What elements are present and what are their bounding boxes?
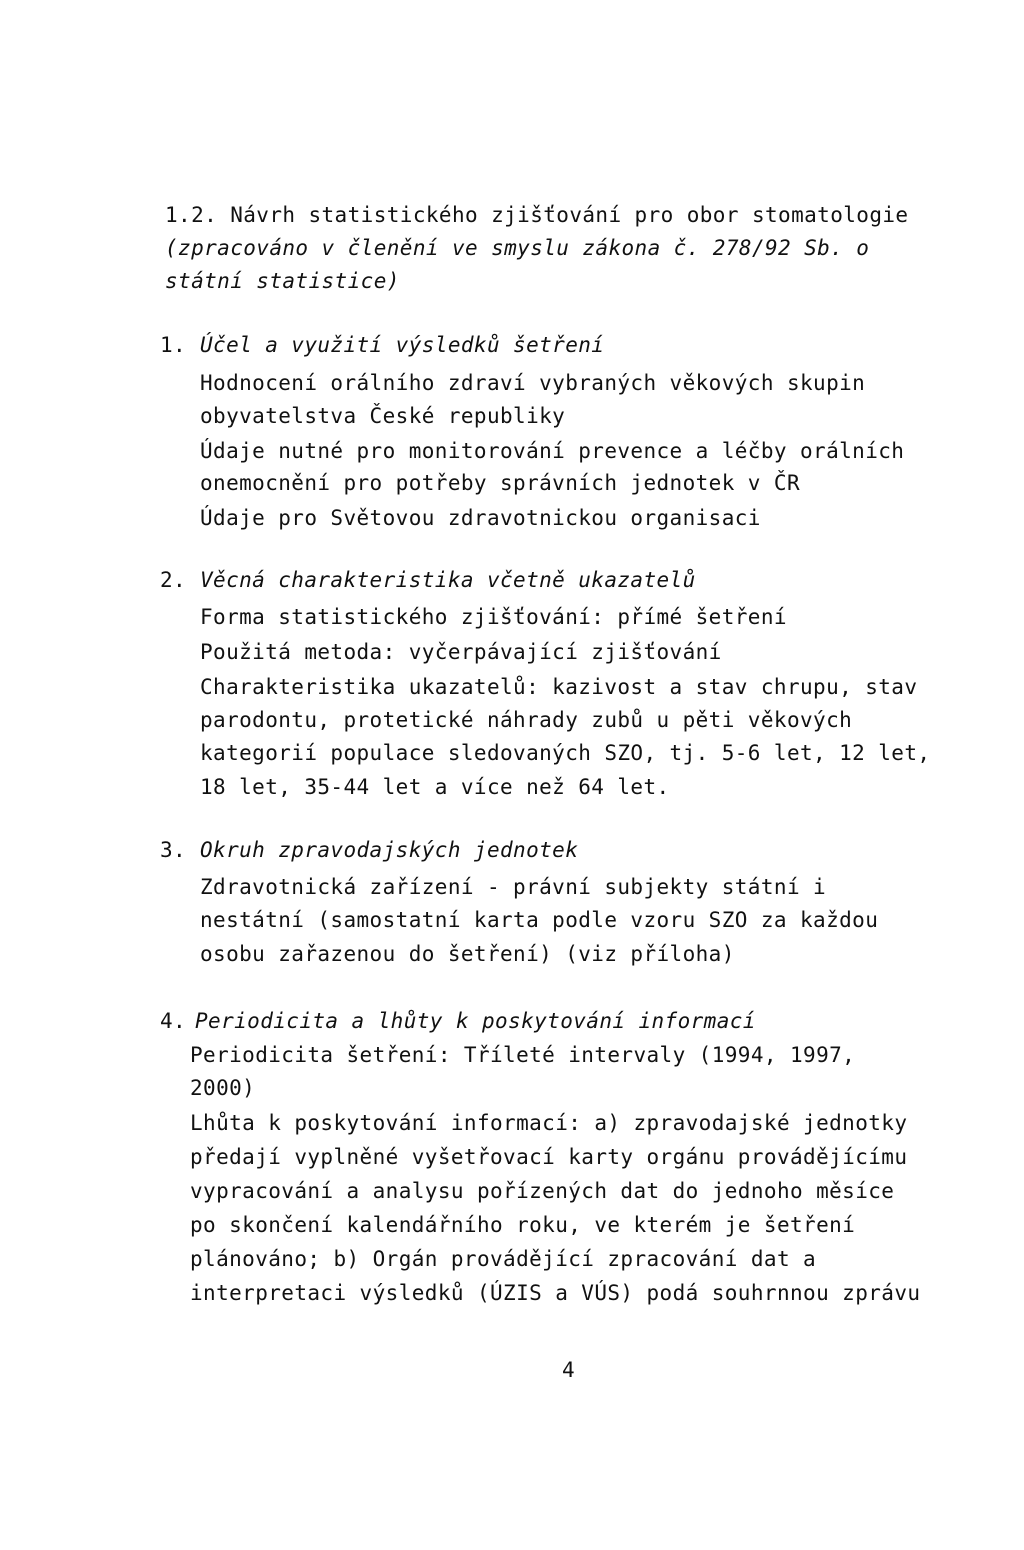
heading-line-2: (zpracováno v členění ve smyslu zákona č. 278/92 Sb. o xyxy=(165,236,870,260)
page-number: 4 xyxy=(562,1358,576,1382)
section-4-line: 2000) xyxy=(190,1076,256,1100)
section-4-line: Lhůta k poskytování informací: a) zpravodajské jednotky xyxy=(190,1111,908,1135)
section-2-line: kategorií populace sledovaných SZO, tj. 5-6 let, 12 let, xyxy=(200,741,931,765)
section-1-line: obyvatelstva České republiky xyxy=(200,404,566,428)
section-4-line: interpretaci výsledků (ÚZIS a VÚS) podá souhrnnou zprávu xyxy=(190,1281,921,1305)
section-2-line: 18 let, 35-44 let a více než 64 let. xyxy=(200,775,670,799)
heading-line-3: státní statistice) xyxy=(165,269,400,293)
heading-line-1: 1.2. Návrh statistického zjišťování pro obor stomatologie xyxy=(165,203,909,227)
section-4-line: plánováno; b) Orgán provádějící zpracování dat a xyxy=(190,1247,817,1271)
section-2-line: parodontu, protetické náhrady zubů u pěti věkových xyxy=(200,708,853,732)
section-4-line: vypracování a analysu pořízených dat do jednoho měsíce xyxy=(190,1179,895,1203)
section-2-number: 2. xyxy=(160,568,187,592)
section-4-title: Periodicita a lhůty k poskytování informací xyxy=(195,1009,756,1033)
section-4-number: 4. xyxy=(160,1009,187,1033)
section-2-line: Charakteristika ukazatelů: kazivost a stav chrupu, stav xyxy=(200,675,918,699)
section-4-line: Periodicita šetření: Tříleté intervaly (1994, 1997, xyxy=(190,1043,856,1067)
section-1-line: onemocnění pro potřeby správních jednotek v ČR xyxy=(200,471,800,495)
section-1-line: Hodnocení orálního zdraví vybraných věkových skupin xyxy=(200,371,866,395)
section-3-title: Okruh zpravodajských jednotek xyxy=(200,838,579,862)
section-2-line: Forma statistického zjišťování: přímé šetření xyxy=(200,605,787,629)
section-1-line: Údaje pro Světovou zdravotnickou organisaci xyxy=(200,506,761,530)
section-3-number: 3. xyxy=(160,838,187,862)
section-4-line: po skončení kalendářního roku, ve kterém je šetření xyxy=(190,1213,856,1237)
section-2-title: Věcná charakteristika včetně ukazatelů xyxy=(200,568,696,592)
section-1-line: Údaje nutné pro monitorování prevence a léčby orálních xyxy=(200,439,905,463)
section-2-line: Použitá metoda: vyčerpávající zjišťování xyxy=(200,640,722,664)
section-3-line: osobu zařazenou do šetření) (viz příloha) xyxy=(200,942,735,966)
section-1-title: Účel a využití výsledků šetření xyxy=(200,333,605,357)
section-3-line: nestátní (samostatní karta podle vzoru SZO za každou xyxy=(200,908,879,932)
section-3-line: Zdravotnická zařízení - právní subjekty státní i xyxy=(200,875,827,899)
section-4-line: předají vyplněné vyšetřovací karty orgánu provádějícímu xyxy=(190,1145,908,1169)
section-1-number: 1. xyxy=(160,333,187,357)
